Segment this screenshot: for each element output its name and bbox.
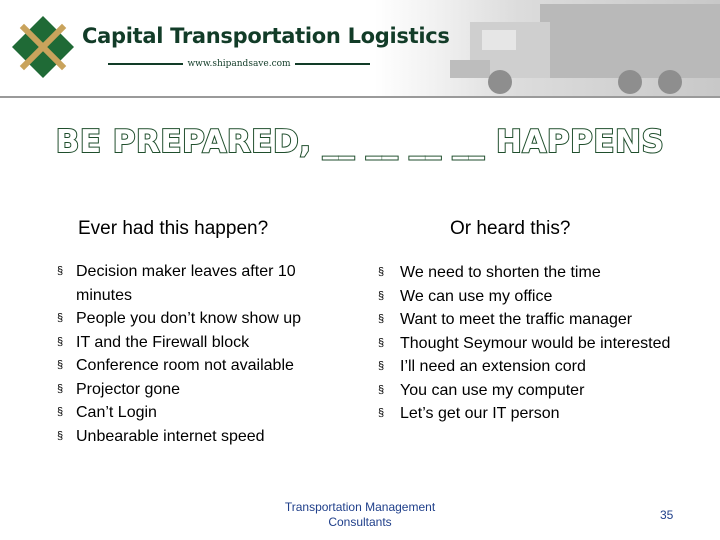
list-item: § We can use my office [375, 285, 675, 309]
bullet-icon: § [56, 312, 64, 324]
list-item: § Can’t Login [54, 401, 344, 425]
right-bullet-list [375, 261, 675, 426]
list-item: § We need to shorten the time [375, 261, 675, 285]
bullet-icon: § [56, 335, 64, 348]
bullet-icon: § [56, 359, 64, 371]
bullet-icon: § [56, 406, 64, 418]
bullet-icon: § [377, 407, 385, 419]
bullet-icon: § [56, 265, 64, 277]
company-name: Capital Transportation Logistics [82, 24, 450, 48]
list-item: § I’ll need an extension cord [375, 355, 675, 379]
bullet-icon: § [56, 429, 64, 442]
website-row [108, 57, 370, 71]
right-column-heading: Or heard this? [450, 218, 571, 239]
footer-line: Transportation Management [284, 500, 436, 514]
website-link[interactable]: www.shipandsave.com [187, 59, 291, 69]
list-item: § You can use my computer [375, 379, 675, 403]
list-item: § Let’s get our IT person [375, 402, 675, 426]
list-item: § IT and the Firewall block [54, 331, 344, 355]
left-bullet-list [54, 260, 344, 448]
truck-background-icon [430, 0, 720, 96]
bullet-icon: § [56, 382, 64, 395]
bullet-icon: § [377, 313, 385, 325]
bullet-icon: § [377, 383, 385, 396]
list-item: § Projector gone [54, 378, 344, 402]
divider [295, 63, 370, 65]
list-item: § Decision maker leaves after 10 minutes [54, 260, 344, 307]
left-column-heading: Ever had this happen? [78, 218, 269, 239]
divider [108, 63, 183, 65]
list-item: § Want to meet the traffic manager [375, 308, 675, 332]
footer-text [270, 500, 450, 530]
bullet-icon: § [377, 266, 385, 278]
slide-title: BE PREPARED, __ __ __ __ HAPPENS [55, 124, 665, 160]
header-banner [0, 0, 720, 98]
bullet-icon: § [377, 336, 385, 349]
bullet-icon: § [377, 360, 385, 372]
bullet-icon: § [377, 289, 385, 302]
list-item: § Unbearable internet speed [54, 425, 344, 449]
list-item: § Thought Seymour would be interested [375, 332, 675, 356]
list-item: § People you don’t know show up [54, 307, 344, 331]
diamond-x-logo-icon [10, 14, 76, 80]
footer-line: Consultants [328, 515, 392, 529]
list-item: § Conference room not available [54, 354, 344, 378]
page-number: 35 [660, 508, 674, 522]
